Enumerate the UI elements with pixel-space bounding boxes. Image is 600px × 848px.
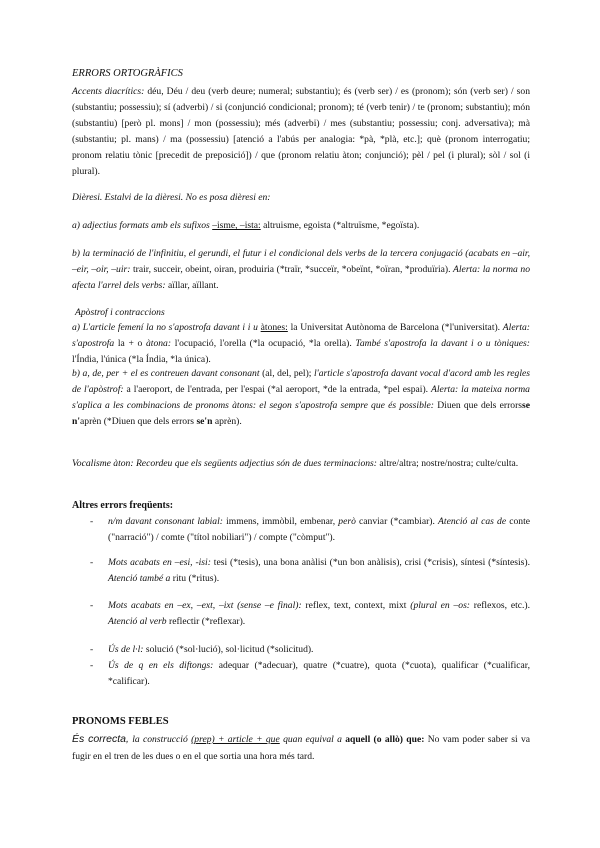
item-text2: reflexos, etc.).: [473, 600, 530, 611]
list-dash: -: [90, 644, 94, 655]
item-label: Ús de l·l:: [108, 644, 144, 655]
item-text: solució (*sol·lució), sol·licitud (*solicitud).: [145, 644, 314, 655]
altres-title: Altres errors freqüents:: [72, 500, 174, 511]
list-dash: -: [90, 516, 94, 527]
vocalisme-paragraph: [72, 456, 530, 472]
dieresi-a-label: a) adjectius formats amb els sufixos: [72, 220, 210, 231]
pronoms-quan: quan equival a: [283, 734, 342, 745]
item-text: immens, immòbil, embenar,: [226, 516, 336, 527]
altres-list: [90, 514, 530, 546]
altres-list-2: [90, 555, 530, 587]
pronoms-es-correcta: És correcta,: [72, 733, 129, 745]
accents-paragraph: [72, 84, 530, 180]
dieresi-b-text: trair, succeir, obeint, oiran, produiria (*traïr, *succeïr, *obeïnt, *oïran, *produïria).: [133, 264, 451, 275]
apostrof-a-tambe: També s'apostrofa: [355, 338, 427, 349]
item-label2: però: [338, 516, 356, 527]
item-label3: Atenció al cas de: [438, 516, 507, 527]
apostrof-a: [72, 320, 530, 368]
item-label3: Atenció al verb: [108, 616, 167, 627]
apostrof-a-tambe-text: l'Índia, l'única (*la Índia, *la única).: [72, 354, 211, 365]
accents-label: Accents diacrítics:: [72, 86, 145, 97]
item-text3: reflectir (*reflexar).: [169, 616, 246, 627]
dieresi-b-note-text: aïllar, aïllant.: [168, 280, 219, 291]
apostrof-a-text: la Universitat Autònoma de Barcelona (*l'universitat).: [290, 322, 501, 333]
dieresi-b-note: Alerta: la norma no afecta l'arrel dels verbs:: [72, 264, 530, 291]
list-dash: -: [90, 660, 94, 671]
apostrof-b-alerta: Alerta: la mateixa norma s'aplica a les combinacions de pronoms àtons: el segon s'apostrofa sempre que és possible:: [72, 384, 530, 411]
pronoms-aquell: aquell (o allò) que:: [345, 734, 425, 745]
apostrof-a-atona: àtona:: [145, 338, 172, 349]
apostrof-b-ex-bold2: se'n: [196, 416, 213, 427]
list-item: [90, 555, 530, 587]
item-text2: canviar (*cambiar).: [359, 516, 435, 527]
dieresi-intro: Dièresi. Estalvi de la dièresi. No es posa dièresi en:: [72, 192, 271, 203]
item-text2: ritu (*ritus).: [172, 573, 220, 584]
list-item: [90, 658, 530, 690]
apostrof-a-alerta-text: l'ocupació, l'orella (*la ocupació, *la orella).: [174, 338, 352, 349]
dieresi-a: [72, 218, 530, 234]
item-text: tesi (*tesis), una bona anàlisi (*un bon anàlisis), crisi (*crisis), síntesi (*síntesis).: [213, 557, 530, 568]
item-text: reflex, text, context, mixt: [305, 600, 407, 611]
apostrof-a-tambe2: la davant i o u tòniques:: [430, 338, 530, 349]
dieresi-b-label: b) la terminació de l'infinitiu, el gerundi, el futur i el condicional dels verbs de la tercera conjugació (acabats en –air, –eir, –oir, –uir:: [72, 248, 530, 275]
item-label2: Atenció també a: [108, 573, 171, 584]
apostrof-b-it2: l'article s'apostrofa davant vocal d'acord amb les regles de l'apòstrof:: [72, 368, 530, 395]
apostrof-b-ex-bold: se n': [72, 400, 531, 427]
pronoms-paragraph: [72, 731, 530, 765]
item-label: Ús de q en els diftongs:: [108, 660, 214, 671]
pronoms-text: No vam poder saber si va fugir en el tren de les dues o en el que sortia una hora més tard.: [72, 734, 531, 762]
pronoms-title: PRONOMS FEBLES: [72, 716, 169, 727]
list-item: [90, 642, 530, 658]
item-label: Mots acabats en –esi, -isi:: [108, 557, 211, 568]
dieresi-a-text: altruisme, egoista (*altruïsme, *egoïsta).: [263, 220, 420, 231]
vocalisme-label: Vocalisme àton: Recordeu que els següents adjectius són de dues terminacions:: [72, 458, 377, 469]
accents-text: déu, Déu / deu (verb deure; numeral; substantiu); és (verb ser) / es (pronom); són (verb ser) / son (substantiu; possessiu); sí (adverbi) / si (conjunció condicional; pronom); té (verb tenir) / te (pronom; substantiu); món (substantiu) [però pl. mons] / mon (possessiu); més (adverbi) / mes (substantiu; possessiu; conj. adversativa); mà (substantiu; pl. mans) / ma (possessiu) [atenció a l'abús per analogia: *pà, *plà, etc.]; què (pronom interrogatiu; pronom relatiu tònic [precedit de preposició]) / que (pronom relatiu àton; conjunció); pèl / pel (i plural); sòl / sol (i plural).: [72, 86, 530, 177]
apostrof-b-ex2: aprèn (*Diuen que dels errors: [80, 416, 195, 427]
page-title: ERRORS ORTOGRÀFICS: [72, 68, 183, 79]
list-item: [90, 514, 530, 546]
apostrof-b-ex1: Diuen que dels errors: [437, 400, 523, 411]
altres-list-4: [90, 642, 530, 690]
apostrof-a-alerta2: la + o: [117, 338, 143, 349]
dieresi-b: [72, 246, 530, 294]
item-text3: conte ("narració") / comte ("títol nobiliari") / compte ("còmput").: [108, 516, 531, 543]
apostrof-a-atones: àtones:: [260, 322, 288, 333]
apostrof-b-ex3: aprèn).: [214, 416, 242, 427]
list-item: [90, 598, 530, 630]
apostrof-b: [72, 366, 530, 430]
apostrof-a-alerta: Alerta: s'apostrofa: [72, 322, 530, 349]
item-label: n/m davant consonant labial:: [108, 516, 223, 527]
vocalisme-text: altre/altra; nostre/nostra; culte/culta.: [379, 458, 519, 469]
apostrof-a-label: a) L'article femení la no s'apostrofa davant i i u: [72, 322, 258, 333]
pronoms-la-construccio: la construcció: [132, 734, 188, 745]
item-label: Mots acabats en –ex, –ext, –ixt (sense –e final):: [108, 600, 302, 611]
list-dash: -: [90, 600, 94, 611]
altres-list-3: [90, 598, 530, 630]
apostrof-b-label: b) a, de, per + el es contreuen davant consonant: [72, 368, 260, 379]
list-dash: -: [90, 557, 94, 568]
pronoms-prep: (prep) + article + que: [191, 734, 280, 745]
apostrof-title: Apòstrof i contraccions: [75, 307, 165, 318]
apostrof-b-text2: a l'aeroport, de l'entrada, per l'espai (*al aeroport, *de la entrada, *pel espai).: [126, 384, 429, 395]
item-label2: (plural en –os:: [410, 600, 470, 611]
dieresi-a-suffix: –isme, –ista:: [212, 220, 261, 231]
item-text: adequar (*adecuar), quatre (*cuatre), quota (*cuota), qualificar (*cualificar, *calificar).: [108, 660, 530, 687]
apostrof-b-text1: (al, del, pel);: [262, 368, 312, 379]
